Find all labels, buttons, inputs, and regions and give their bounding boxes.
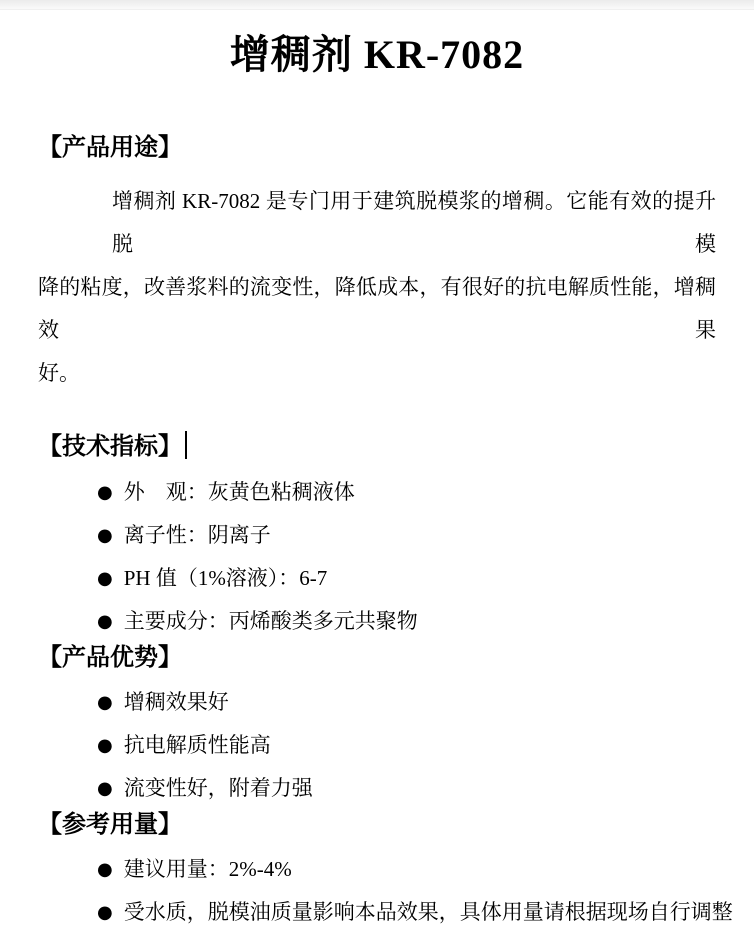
page-title: 增稠剂 KR-7082: [229, 32, 525, 77]
list-item-text: 受水质，脱模油质量影响本品效果，具体用量请根据现场自行调整: [123, 900, 733, 924]
section-heading-product-usage: 【产品用途】: [38, 135, 182, 161]
advantages-list: [38, 681, 716, 810]
section-heading-reference-dosage: 【参考用量】: [38, 812, 182, 838]
section-heading-product-advantages: 【产品优势】: [38, 645, 182, 671]
document-page: [0, 30, 754, 934]
bullet-icon: ●: [97, 902, 113, 923]
list-item: [38, 600, 716, 643]
list-item: [38, 681, 716, 724]
toolbar-bottom-edge: [0, 0, 754, 10]
list-item: [38, 514, 716, 557]
list-item-text: 抗电解质性能高: [123, 733, 271, 757]
bullet-icon: ●: [97, 525, 113, 546]
list-item-text: PH 值（1%溶液）：6-7: [123, 566, 328, 590]
list-item-text: 主要成分：丙烯酸类多元共聚物: [123, 609, 418, 633]
bullet-icon: ●: [97, 568, 113, 589]
bullet-icon: ●: [97, 735, 113, 756]
list-item-text: 建议用量：2%-4%: [123, 857, 292, 881]
list-item: [38, 557, 716, 600]
list-item-text: 增稠效果好: [123, 690, 229, 714]
section-heading-label: 【技术指标】: [38, 434, 182, 460]
dosage-list: [38, 848, 733, 934]
list-item: [38, 891, 733, 934]
paragraph-line: 降的粘度，改善浆料的流变性，降低成本，有很好的抗电解质性能，增稠效果: [38, 275, 716, 342]
list-item: [38, 724, 716, 767]
usage-paragraph: [38, 180, 716, 395]
list-item-text: 离子性：阴离子: [123, 523, 271, 547]
bullet-icon: ●: [97, 692, 113, 713]
bullet-icon: ●: [97, 859, 113, 880]
bullet-icon: ●: [97, 611, 113, 632]
paragraph-line: 增稠剂 KR-7082 是专门用于建筑脱模浆的增稠。它能有效的提升脱模: [112, 189, 716, 256]
section-heading-tech-specs: [38, 431, 716, 462]
bullet-icon: ●: [97, 482, 113, 503]
list-item-text: 外 观：灰黄色粘稠液体: [123, 480, 355, 504]
list-item: [38, 848, 716, 891]
list-item: [38, 767, 716, 810]
bullet-icon: ●: [97, 778, 113, 799]
list-item: [38, 471, 716, 514]
text-cursor: [185, 431, 187, 459]
paragraph-line: 好。: [38, 361, 80, 385]
tech-specs-list: [38, 471, 716, 643]
list-item-text: 流变性好，附着力强: [123, 776, 313, 800]
